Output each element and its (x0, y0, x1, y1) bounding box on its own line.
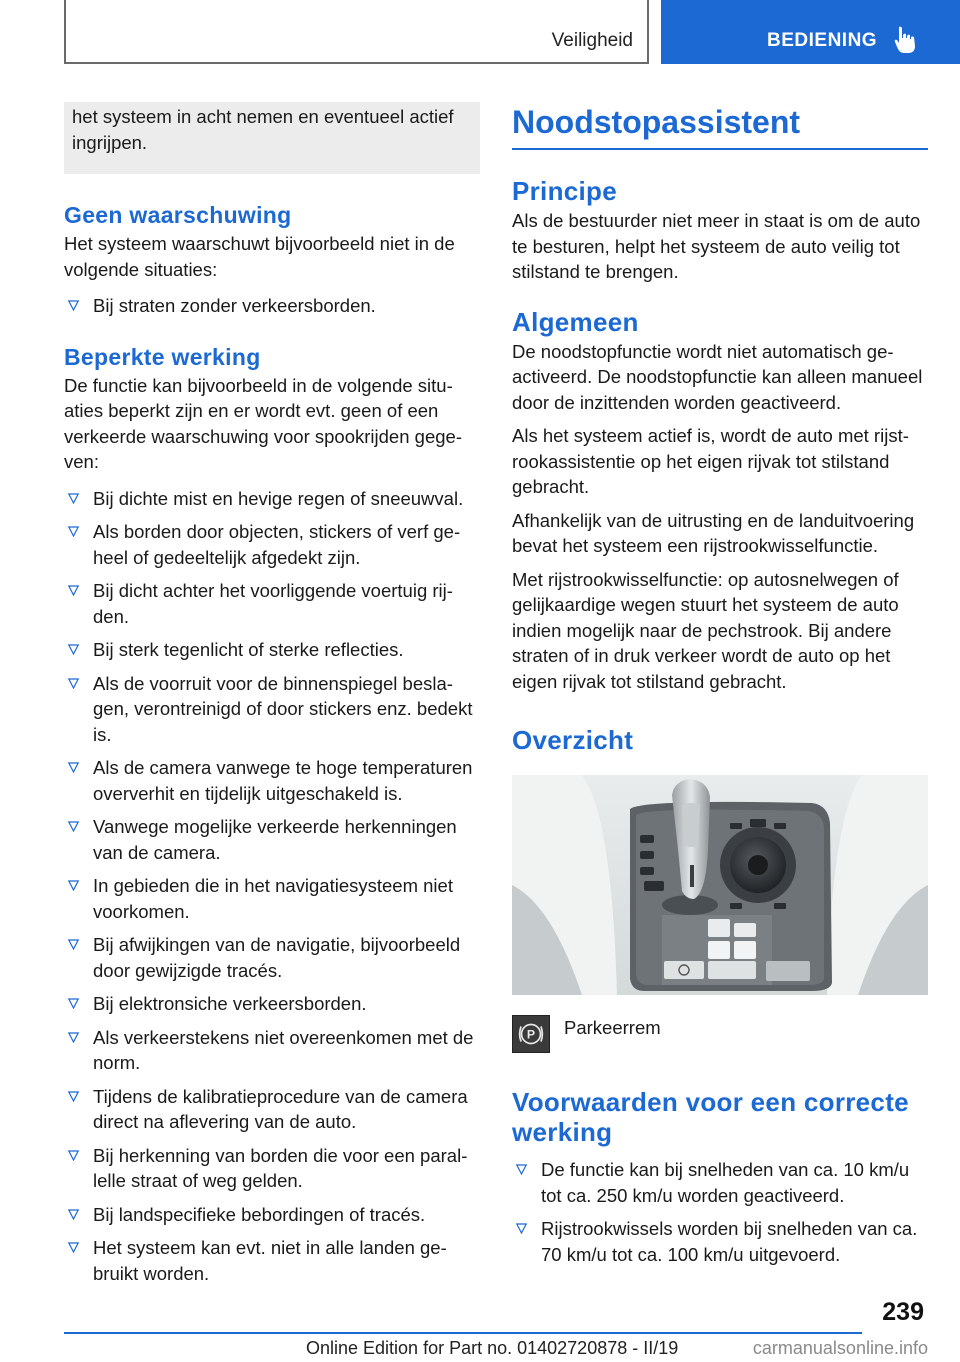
triangle-bullet-icon (516, 1164, 527, 1175)
triangle-bullet-icon (68, 644, 79, 655)
heading-beperkte-werking: Beperkte werking (64, 343, 261, 370)
list-item: Bij herkenning van borden die voor een parallelle straat of weg gelden. (64, 1143, 480, 1194)
triangle-bullet-icon (68, 585, 79, 596)
triangle-bullet-icon (68, 1242, 79, 1253)
heading-voorwaarden: Voorwaarden voor een correcte werking (512, 1087, 909, 1147)
list-item: Bij afwijkingen van de navigatie, bijvoorbeeld door gewijzigde tracés. (64, 932, 480, 983)
list-item: In gebieden die in het navigatiesysteem niet voorkomen. (64, 873, 480, 924)
svg-text:P: P (526, 1027, 536, 1042)
triangle-bullet-icon (68, 939, 79, 950)
triangle-bullet-icon (68, 1150, 79, 1161)
triangle-bullet-icon (68, 300, 79, 311)
header-chapter-label: BEDIENING (767, 30, 878, 51)
geen-list (64, 293, 480, 319)
center-console-photo (512, 775, 928, 995)
list-item: Als borden door objecten, stickers of verf geheel of gedeeltelijk afgedekt zijn. (64, 519, 480, 570)
heading-principe: Principe (512, 176, 617, 206)
watermark: carmanualsonline.info (752, 1338, 928, 1358)
triangle-bullet-icon (68, 1032, 79, 1043)
pointing-hand-icon (893, 26, 919, 54)
list-item: Bij landspecifieke bebordingen of tracés. (64, 1202, 480, 1228)
geen-intro: Het systeem waarschuwt bijvoorbeeld niet in de volgende situaties: (64, 233, 455, 280)
list-item: Bij sterk tegenlicht of sterke reflecties. (64, 637, 480, 663)
note-text: het systeem in acht nemen en eventueel actief ingrijpen. (72, 106, 454, 153)
triangle-bullet-icon (68, 762, 79, 773)
list-item: Als de camera vanwege te hoge temperaturen oververhit en tijdelijk uitgeschakeld is. (64, 755, 480, 806)
triangle-bullet-icon (68, 493, 79, 504)
left-column (64, 102, 480, 1286)
header-section-label: Veiligheid (551, 30, 633, 51)
list-item: Tijdens de kalibratieprocedure van de camera direct na aflevering van de auto. (64, 1084, 480, 1135)
algemeen-paragraph: De noodstopfunctie wordt niet automatisch geactiveerd. De noodstopfunctie kan alleen manueel door de inzittenden worden geactiveerd. (512, 340, 923, 413)
beperkt-list (64, 486, 480, 1287)
triangle-bullet-icon (68, 880, 79, 891)
heading-algemeen: Algemeen (512, 306, 639, 337)
figure-legend (512, 1015, 928, 1079)
triangle-bullet-icon (68, 1209, 79, 1220)
triangle-bullet-icon (68, 1091, 79, 1102)
parking-brake-icon (512, 1015, 550, 1053)
voorwaarden-list (512, 1157, 928, 1267)
list-item: Vanwege mogelijke verkeerde herkenningen van de camera. (64, 814, 480, 865)
list-item: Als de voorruit voor de binnenspiegel beslagen, verontreinigd of door stickers enz. bedekt is. (64, 671, 480, 748)
principe-text: Als de bestuurder niet meer in staat is om de auto te besturen, helpt het systeem de auto veilig tot stilstand te brengen. (512, 210, 921, 282)
list-item: Het systeem kan evt. niet in alle landen gebruikt worden. (64, 1235, 480, 1286)
triangle-bullet-icon (68, 678, 79, 689)
header-chapter-tab (661, 0, 960, 64)
triangle-bullet-icon (68, 821, 79, 832)
list-item: Als verkeerstekens niet overeenkomen met de norm. (64, 1025, 480, 1076)
heading-geen-waarschuwing: Geen waarschuwing (64, 202, 292, 228)
page-number: 239 (882, 1298, 924, 1326)
algemeen-paragraph: Met rijstrookwisselfunctie: op autosnelwegen of gelijkaardige wegen stuurt het systeem de auto indien mogelijk naar de pechstrook. Bij andere straten of in druk verkeer wordt de auto op het eigen rijvak tot stilstand gebracht. (512, 568, 899, 692)
triangle-bullet-icon (68, 526, 79, 537)
legend-label: Parkeerrem (564, 1017, 661, 1038)
list-item: De functie kan bij snelheden van ca. 10 km/u tot ca. 250 km/u worden geactiveerd. (512, 1157, 928, 1208)
triangle-bullet-icon (516, 1223, 527, 1234)
heading-overzicht: Overzicht (512, 725, 634, 755)
list-item: Bij dichte mist en hevige regen of sneeuwval. (64, 486, 480, 512)
footer-rule (64, 1332, 862, 1334)
triangle-bullet-icon (68, 998, 79, 1009)
list-item: Rijstrookwissels worden bij snelheden van ca. 70 km/u tot ca. 100 km/u uitgevoerd. (512, 1216, 928, 1267)
right-column (512, 102, 928, 1267)
page-title: Noodstopassistent (512, 102, 928, 150)
beperkt-intro: De functie kan bijvoorbeeld in de volgende situaties beperkt zijn en er wordt evt. geen of een verkeerde waarschuwing voor spookrijden gegeven: (64, 374, 462, 472)
algemeen-paragraph: Afhankelijk van de uitrusting en de landuitvoering bevat het systeem een rijstrookwisselfunctie. (512, 509, 915, 556)
list-item: Bij elektronsiche verkeersborden. (64, 991, 480, 1017)
algemeen-paragraph: Als het systeem actief is, wordt de auto met rijstrookassistentie op het eigen rijvak tot stilstand gebracht. (512, 425, 909, 497)
list-item: Bij dicht achter het voorliggende voertuig rijden. (64, 578, 480, 629)
note-box (64, 102, 480, 174)
edition-text: Online Edition for Part no. 01402720878 - II/19 (306, 1338, 679, 1358)
list-item: Bij straten zonder verkeersborden. (64, 293, 480, 319)
header-section-tab (64, 0, 649, 64)
